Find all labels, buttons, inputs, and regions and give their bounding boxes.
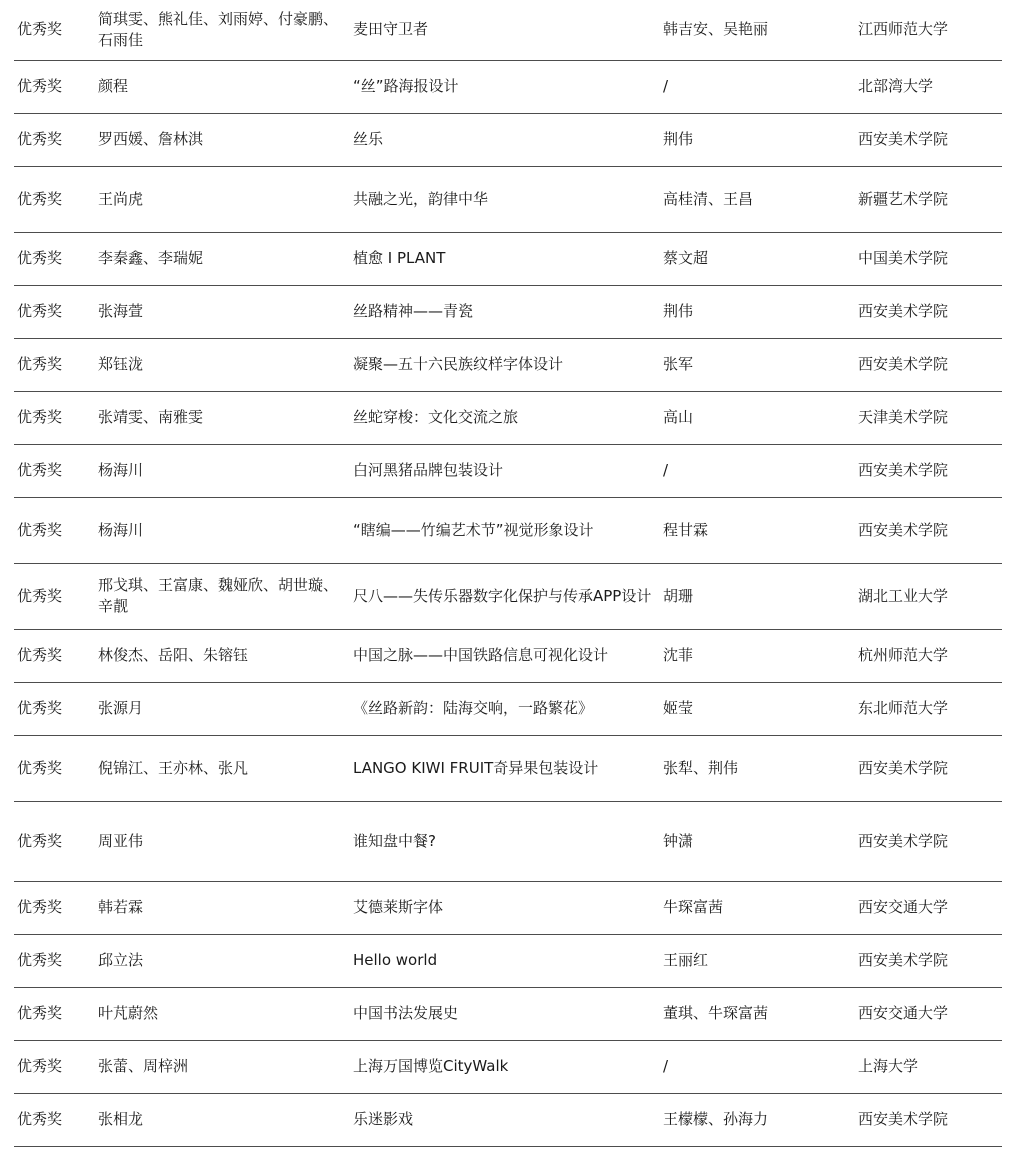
work-title-cell: “瞎编——竹编艺术节”视觉形象设计	[350, 497, 660, 563]
advisor-cell: 蔡文超	[660, 232, 855, 285]
table-row	[14, 934, 1002, 987]
table-row	[14, 682, 1002, 735]
table-row	[14, 338, 1002, 391]
school-cell: 西安交通大学	[855, 987, 1002, 1040]
award-level-cell: 优秀奖	[14, 801, 95, 881]
table-row	[14, 113, 1002, 166]
awards-table-body	[14, 0, 1002, 1146]
team-members-cell: 李秦鑫、李瑞妮	[95, 232, 350, 285]
team-members-cell: 张靖雯、南雅雯	[95, 391, 350, 444]
school-cell: 新疆艺术学院	[855, 166, 1002, 232]
award-level-cell: 优秀奖	[14, 735, 95, 801]
work-title-cell: 丝路精神——青瓷	[350, 285, 660, 338]
school-cell: 西安交通大学	[855, 881, 1002, 934]
award-level-cell: 优秀奖	[14, 285, 95, 338]
school-cell: 上海大学	[855, 1040, 1002, 1093]
award-level-cell: 优秀奖	[14, 60, 95, 113]
school-cell: 西安美术学院	[855, 338, 1002, 391]
advisor-cell: 荆伟	[660, 113, 855, 166]
advisor-cell: 胡珊	[660, 563, 855, 629]
team-members-cell: 林俊杰、岳阳、朱镕钰	[95, 629, 350, 682]
advisor-cell: 荆伟	[660, 285, 855, 338]
team-members-cell: 罗西媛、詹林淇	[95, 113, 350, 166]
award-level-cell: 优秀奖	[14, 338, 95, 391]
advisor-cell: 高山	[660, 391, 855, 444]
table-row	[14, 801, 1002, 881]
team-members-cell: 邱立法	[95, 934, 350, 987]
school-cell: 西安美术学院	[855, 497, 1002, 563]
award-level-cell: 优秀奖	[14, 166, 95, 232]
work-title-cell: 谁知盘中餐?	[350, 801, 660, 881]
table-row	[14, 0, 1002, 60]
team-members-cell: 王尚虎	[95, 166, 350, 232]
work-title-cell: “丝”路海报设计	[350, 60, 660, 113]
award-level-cell: 优秀奖	[14, 0, 95, 60]
advisor-cell: 牛琛富茜	[660, 881, 855, 934]
school-cell: 湖北工业大学	[855, 563, 1002, 629]
award-level-cell: 优秀奖	[14, 391, 95, 444]
table-row	[14, 1093, 1002, 1146]
school-cell: 西安美术学院	[855, 113, 1002, 166]
school-cell: 西安美术学院	[855, 735, 1002, 801]
work-title-cell: Hello world	[350, 934, 660, 987]
award-level-cell: 优秀奖	[14, 1093, 95, 1146]
work-title-cell: 艾德莱斯字体	[350, 881, 660, 934]
team-members-cell: 张相龙	[95, 1093, 350, 1146]
table-row	[14, 444, 1002, 497]
award-level-cell: 优秀奖	[14, 444, 95, 497]
work-title-cell: 白河黑猪品牌包装设计	[350, 444, 660, 497]
team-members-cell: 杨海川	[95, 444, 350, 497]
school-cell: 西安美术学院	[855, 801, 1002, 881]
award-level-cell: 优秀奖	[14, 113, 95, 166]
work-title-cell: 中国之脉——中国铁路信息可视化设计	[350, 629, 660, 682]
work-title-cell: 乐迷影戏	[350, 1093, 660, 1146]
work-title-cell: 《丝路新韵：陆海交响，一路繁花》	[350, 682, 660, 735]
school-cell: 北部湾大学	[855, 60, 1002, 113]
table-row	[14, 497, 1002, 563]
work-title-cell: 凝聚—五十六民族纹样字体设计	[350, 338, 660, 391]
team-members-cell: 周亚伟	[95, 801, 350, 881]
table-row	[14, 1040, 1002, 1093]
work-title-cell: 植愈 I PLANT	[350, 232, 660, 285]
advisor-cell: 钟潇	[660, 801, 855, 881]
advisor-cell: 程甘霖	[660, 497, 855, 563]
school-cell: 江西师范大学	[855, 0, 1002, 60]
school-cell: 西安美术学院	[855, 1093, 1002, 1146]
school-cell: 中国美术学院	[855, 232, 1002, 285]
table-row	[14, 563, 1002, 629]
award-level-cell: 优秀奖	[14, 987, 95, 1040]
award-level-cell: 优秀奖	[14, 934, 95, 987]
school-cell: 东北师范大学	[855, 682, 1002, 735]
school-cell: 西安美术学院	[855, 285, 1002, 338]
award-level-cell: 优秀奖	[14, 1040, 95, 1093]
table-row	[14, 166, 1002, 232]
table-row	[14, 391, 1002, 444]
advisor-cell: 高桂清、王昌	[660, 166, 855, 232]
school-cell: 西安美术学院	[855, 934, 1002, 987]
advisor-cell: 沈菲	[660, 629, 855, 682]
advisor-cell: /	[660, 1040, 855, 1093]
table-row	[14, 60, 1002, 113]
team-members-cell: 简琪雯、熊礼佳、刘雨婷、付豪鹏、石雨佳	[95, 0, 350, 60]
table-row	[14, 987, 1002, 1040]
table-row	[14, 285, 1002, 338]
team-members-cell: 叶芃蔚然	[95, 987, 350, 1040]
table-row	[14, 881, 1002, 934]
team-members-cell: 倪锦江、王亦林、张凡	[95, 735, 350, 801]
work-title-cell: 丝乐	[350, 113, 660, 166]
table-row	[14, 232, 1002, 285]
advisor-cell: 王檬檬、孙海力	[660, 1093, 855, 1146]
table-row	[14, 629, 1002, 682]
award-level-cell: 优秀奖	[14, 232, 95, 285]
advisor-cell: /	[660, 60, 855, 113]
team-members-cell: 韩若霖	[95, 881, 350, 934]
work-title-cell: 尺八——失传乐器数字化保护与传承APP设计	[350, 563, 660, 629]
advisor-cell: 韩吉安、吴艳丽	[660, 0, 855, 60]
work-title-cell: 中国书法发展史	[350, 987, 660, 1040]
work-title-cell: 共融之光，韵律中华	[350, 166, 660, 232]
advisor-cell: 王丽红	[660, 934, 855, 987]
team-members-cell: 张蕾、周梓洲	[95, 1040, 350, 1093]
school-cell: 杭州师范大学	[855, 629, 1002, 682]
team-members-cell: 邢戈琪、王富康、魏娅欣、胡世璇、辛靓	[95, 563, 350, 629]
advisor-cell: 姬莹	[660, 682, 855, 735]
advisor-cell: 董琪、牛琛富茜	[660, 987, 855, 1040]
award-level-cell: 优秀奖	[14, 682, 95, 735]
work-title-cell: 丝蛇穿梭：文化交流之旅	[350, 391, 660, 444]
award-level-cell: 优秀奖	[14, 497, 95, 563]
work-title-cell: 上海万国博览CityWalk	[350, 1040, 660, 1093]
school-cell: 天津美术学院	[855, 391, 1002, 444]
advisor-cell: 张军	[660, 338, 855, 391]
award-level-cell: 优秀奖	[14, 881, 95, 934]
team-members-cell: 杨海川	[95, 497, 350, 563]
team-members-cell: 张源月	[95, 682, 350, 735]
team-members-cell: 郑钰泷	[95, 338, 350, 391]
award-level-cell: 优秀奖	[14, 563, 95, 629]
team-members-cell: 颜程	[95, 60, 350, 113]
work-title-cell: 麦田守卫者	[350, 0, 660, 60]
advisor-cell: /	[660, 444, 855, 497]
table-row	[14, 735, 1002, 801]
advisor-cell: 张犁、荆伟	[660, 735, 855, 801]
team-members-cell: 张海萱	[95, 285, 350, 338]
awards-table	[14, 0, 1002, 1147]
award-level-cell: 优秀奖	[14, 629, 95, 682]
school-cell: 西安美术学院	[855, 444, 1002, 497]
work-title-cell: LANGO KIWI FRUIT奇异果包装设计	[350, 735, 660, 801]
